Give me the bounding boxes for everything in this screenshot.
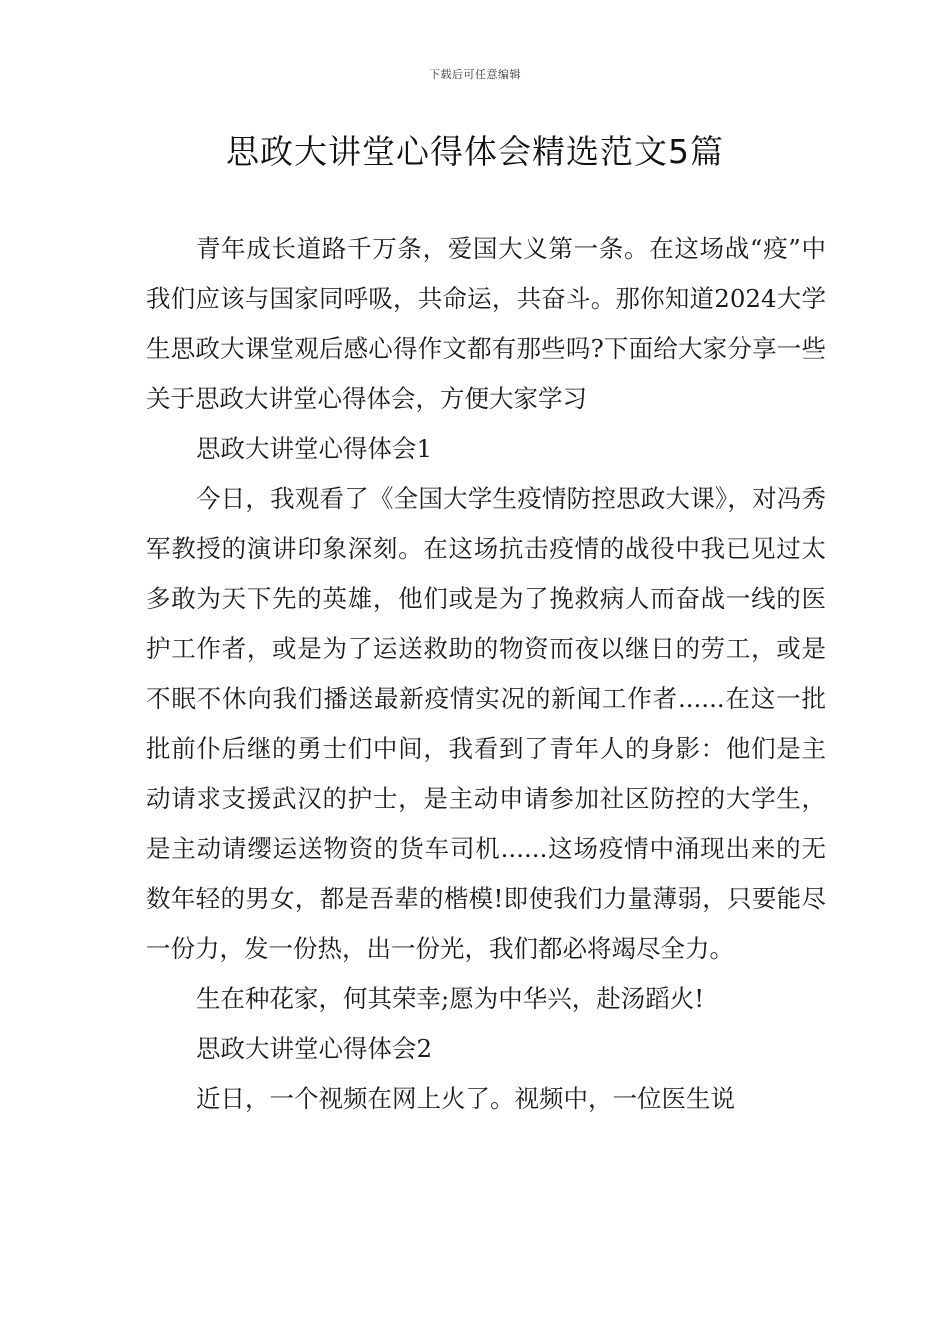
section2-paragraph-1: 近日，一个视频在网上火了。视频中，一位医生说 [196, 1084, 735, 1113]
header-note: 下载后可任意编辑 [429, 68, 521, 81]
document-title: 思政大讲堂心得体会精选范文5篇 [226, 132, 724, 171]
document-body [146, 224, 826, 1124]
section1-paragraph-1: 今日，我观看了《全国大学生疫情防控思政大课》，对冯秀军教授的演讲印象深刻。在这场抗击疫情的战役中我已见过太多敢为天下先的英雄，他们或是为了挽救病人而奋战一线的医护工作者，或是为了运送救助的物资而夜以继日的劳工，或是不眠不休向我们播送最新疫情实况的新闻工作者......在这一批批前仆后继的勇士们中间，我看到了青年人的身影：他们是主动请求支援武汉的护士，是主动申请参加社区防控的大学生，是主动请缨运送物资的货车司机......这场疫情中涌现出来的无数年轻的男女，都是吾辈的楷模!即使我们力量薄弱，只要能尽一份力，发一份热，出一份光，我们都必将竭尽全力。 [146, 484, 826, 963]
intro-paragraph: 青年成长道路千万条，爱国大义第一条。在这场战“疫”中我们应该与国家同呼吸，共命运，共奋斗。那你知道2024大学生思政大课堂观后感心得作文都有那些吗?下面给大家分享一些关于思政大讲堂心得体会，方便大家学习 [146, 234, 826, 413]
section-heading-2: 思政大讲堂心得体会2 [196, 1034, 433, 1063]
section-heading-1: 思政大讲堂心得体会1 [196, 434, 433, 463]
section1-paragraph-2: 生在种花家，何其荣幸;愿为中华兴，赴汤蹈火! [196, 984, 705, 1013]
